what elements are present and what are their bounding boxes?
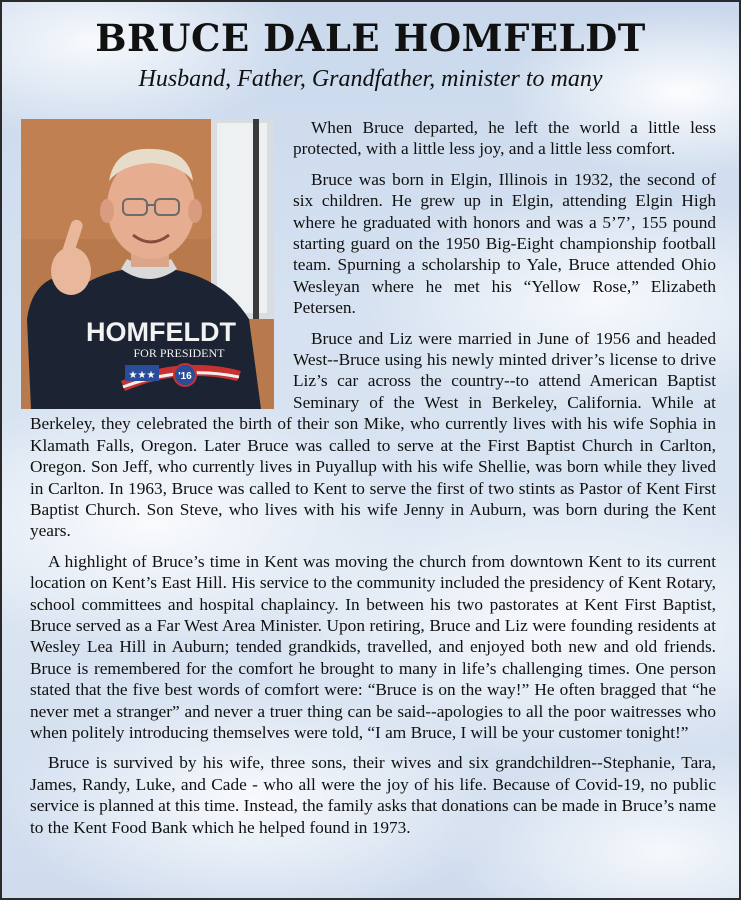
svg-text:★★★: ★★★ [128,370,156,381]
shirt-text-slogan: FOR PRESIDENT [133,346,225,360]
shirt-badge: '16 [178,371,192,382]
shirt-text-name: HOMFELDT [86,317,236,347]
paragraph-4: A highlight of Bruce’s time in Kent was moving the church from downtown Kent to its current location on Kent’s East Hill. His service to the community included the presidency of Kent Rotary, school committees and hospital chaplaincy. In between his two pastorates at Kent First Baptist, Bruce served as a Far West Area Minister. Upon retiring, Bruce and Liz were founding residents at Wesley Lea Hill in Auburn; tended grandkids, travelled, and enjoyed both new and old friends. Bruce is remembered for the comfort he brought to many in life’s challenging times. One person stated that the five best words of comfort were: “Bruce is on the way!” He often bragged that “he never met a stranger” and never a truer thing can be said--apologies to all the poor waitresses who when politely introducing themselves were told, “I am Bruce, I will be your customer tonight!” [30,551,716,742]
paragraph-1: When Bruce departed, he left the world a little less protected, with a little less joy, and a little less comfort. [293,118,716,159]
page-subtitle: Husband, Father, Grandfather, minister to many [138,66,603,92]
page-title: BRUCE DALE HOMFELDT [95,16,646,60]
obituary-text [30,117,716,847]
paragraph-3: Bruce and Liz were married in June of 1956 and headed West--Bruce using his newly minted driver’s license to drive Liz’s car across the country--to attend American Baptist Seminary of the West in Berkeley, California. While at Berkeley, they celebrated the birth of their son Mike, who currently lives with his wife Sophia in Klamath Falls, Oregon. Later Bruce was called to serve at the First Baptist Church in Carlton, Oregon. Son Jeff, who currently lives in Puyallup with his wife Shellie, was born while they lived in Carlton. In 1963, Bruce was called to Kent to serve the first of two stints as Pastor of Kent First Baptist Church. Son Steve, who lives with his wife Jenny in Auburn, was born during the Kent years. [30,328,716,541]
paragraph-2: Bruce was born in Elgin, Illinois in 1932, the second of six children. He grew up in Elgin, attending Elgin High where he graduated with honors and was a 5’7’, 155 pound starting guard on the 1950 Big-Eight championship football team. Spurning a scholarship to Yale, Bruce attended Ohio Wesleyan where he met his “Yellow Rose,” Elizabeth Petersen. [293,169,716,318]
paragraph-5: Bruce is survived by his wife, three sons, their wives and six grandchildren--Stephanie, Tara, James, Randy, Luke, and Cade - who all were the joy of his life. Because of Covid-19, no public service is planned at this time. Instead, the family asks that donations can be made in Bruce’s name to the Kent Food Bank which he helped found in 1973. [30,753,716,837]
